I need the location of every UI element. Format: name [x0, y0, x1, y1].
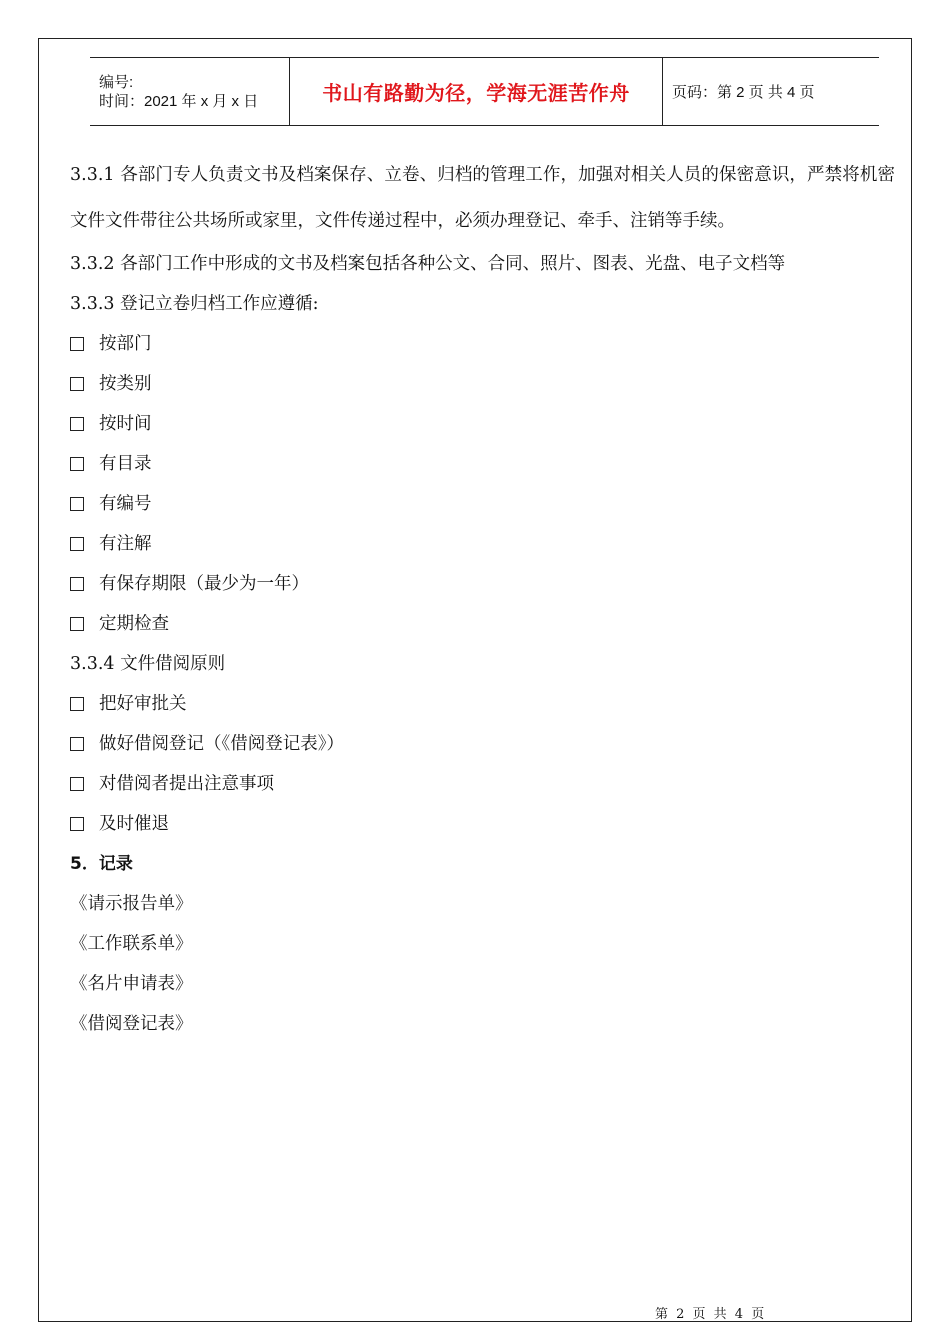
checkbox-icon	[70, 617, 84, 631]
header-page-info: 页码：第 2 页 共 4 页	[672, 84, 815, 101]
page-footer: 第 2 页 共 4 页	[655, 1307, 767, 1322]
list-item	[70, 324, 900, 364]
list-item-label: 把好审批关	[99, 694, 187, 714]
list-item-label: 有编号	[99, 494, 152, 514]
list-item	[70, 364, 900, 404]
checkbox-icon	[70, 497, 84, 511]
checkbox-icon	[70, 577, 84, 591]
record-item: 《工作联系单》	[70, 934, 193, 954]
list-item	[70, 684, 900, 724]
document-body	[70, 152, 900, 1044]
paragraph-3-3-2: 3.3.2 各部门工作中形成的文书及档案包括各种公文、合同、照片、图表、光盘、电子文档等	[70, 254, 786, 274]
list-item-label: 按部门	[99, 334, 152, 354]
list-item	[70, 764, 900, 804]
list-item	[70, 484, 900, 524]
header-motto: 书山有路勤为径，学海无涯苦作舟	[322, 81, 630, 105]
document-number-label: 编号:	[99, 73, 134, 91]
checkbox-icon	[70, 737, 84, 751]
document-date: 时间：2021 年 x 月 x 日	[99, 92, 259, 110]
paragraph-3-3-3: 3.3.3 登记立卷归档工作应遵循:	[70, 294, 319, 314]
checkbox-icon	[70, 777, 84, 791]
list-item-label: 及时催退	[99, 814, 169, 834]
list-item-label: 有注解	[99, 534, 152, 554]
list-item	[70, 564, 900, 604]
section-5-title: 5．记录	[70, 854, 133, 874]
checkbox-icon	[70, 537, 84, 551]
record-item: 《名片申请表》	[70, 974, 193, 994]
list-item-label: 按时间	[99, 414, 152, 434]
checkbox-icon	[70, 697, 84, 711]
list-item	[70, 404, 900, 444]
list-item	[70, 524, 900, 564]
record-item: 《请示报告单》	[70, 894, 193, 914]
header-meta	[90, 58, 290, 125]
list-item-label: 对借阅者提出注意事项	[99, 774, 274, 794]
paragraph-3-3-1: 3.3.1 各部门专人负责文书及档案保存、立卷、归档的管理工作，加强对相关人员的保密意识，严禁将机密文件文件带往公共场所或家里，文件传递过程中，必须办理登记、牵手、注销等手续。	[70, 165, 895, 231]
list-item-label: 定期检查	[99, 614, 169, 634]
list-item	[70, 444, 900, 484]
paragraph-3-3-4: 3.3.4 文件借阅原则	[70, 654, 226, 674]
list-item-label: 有保存期限（最少为一年）	[99, 574, 309, 594]
header-motto-cell	[290, 58, 663, 125]
checkbox-icon	[70, 817, 84, 831]
checkbox-icon	[70, 337, 84, 351]
list-item-label: 做好借阅登记（《借阅登记表》）	[99, 734, 344, 754]
list-item	[70, 724, 900, 764]
checkbox-icon	[70, 377, 84, 391]
checkbox-icon	[70, 417, 84, 431]
header-page-cell	[663, 58, 879, 125]
checkbox-icon	[70, 457, 84, 471]
list-item	[70, 804, 900, 844]
list-item	[70, 604, 900, 644]
document-header	[90, 57, 879, 126]
list-item-label: 有目录	[99, 454, 152, 474]
record-item: 《借阅登记表》	[70, 1014, 193, 1034]
list-item-label: 按类别	[99, 374, 152, 394]
